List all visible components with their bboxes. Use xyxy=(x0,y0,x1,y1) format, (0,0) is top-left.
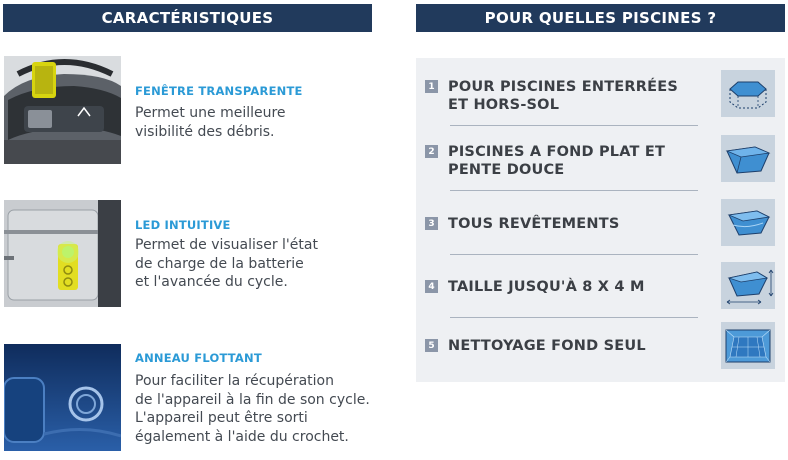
feature-description: Permet de visualiser l'état de charge de la batterie et l'avancée du cycle. xyxy=(135,237,318,290)
pool-type-label: TAILLE JUSQU'À 8 X 4 M xyxy=(448,279,645,295)
pool-flat-slope-icon xyxy=(721,135,775,182)
pool-types-panel xyxy=(416,58,785,382)
item-number-badge: 4 xyxy=(425,280,438,293)
led-indicator-image xyxy=(4,200,121,307)
feature-description: Pour faciliter la récupération de l'appareil à la fin de son cycle. L'appareil peut être sorti également à l'aide du crochet. xyxy=(135,373,370,445)
item-number-badge: 3 xyxy=(425,217,438,230)
feature-title: ANNEAU FLOTTANT xyxy=(135,351,262,365)
feature-description: Permet une meilleure visibilité des débris. xyxy=(135,105,286,140)
pool-all-liners-icon xyxy=(721,199,775,246)
divider xyxy=(450,317,698,318)
divider xyxy=(450,254,698,255)
pool-type-label: NETTOYAGE FOND SEUL xyxy=(448,338,646,354)
pool-type-label: TOUS REVÊTEMENTS xyxy=(448,216,620,232)
pools-header: POUR QUELLES PISCINES ? xyxy=(416,4,785,32)
divider xyxy=(450,125,698,126)
transparent-window-image xyxy=(4,56,121,164)
features-header: CARACTÉRISTIQUES xyxy=(3,4,372,32)
pool-type-label: PISCINES A FOND PLAT ET PENTE DOUCE xyxy=(448,144,666,178)
item-number-badge: 2 xyxy=(425,145,438,158)
pool-inground-aboveground-icon xyxy=(721,70,775,117)
item-number-badge: 1 xyxy=(425,80,438,93)
pool-floor-cleaning-icon xyxy=(721,322,775,369)
pool-size-icon xyxy=(721,262,775,309)
feature-title: LED INTUITIVE xyxy=(135,218,231,232)
feature-title: FENÊTRE TRANSPARENTE xyxy=(135,84,303,98)
pool-type-label: POUR PISCINES ENTERRÉES ET HORS-SOL xyxy=(448,79,678,113)
divider xyxy=(450,190,698,191)
item-number-badge: 5 xyxy=(425,339,438,352)
floating-ring-image xyxy=(4,344,121,451)
